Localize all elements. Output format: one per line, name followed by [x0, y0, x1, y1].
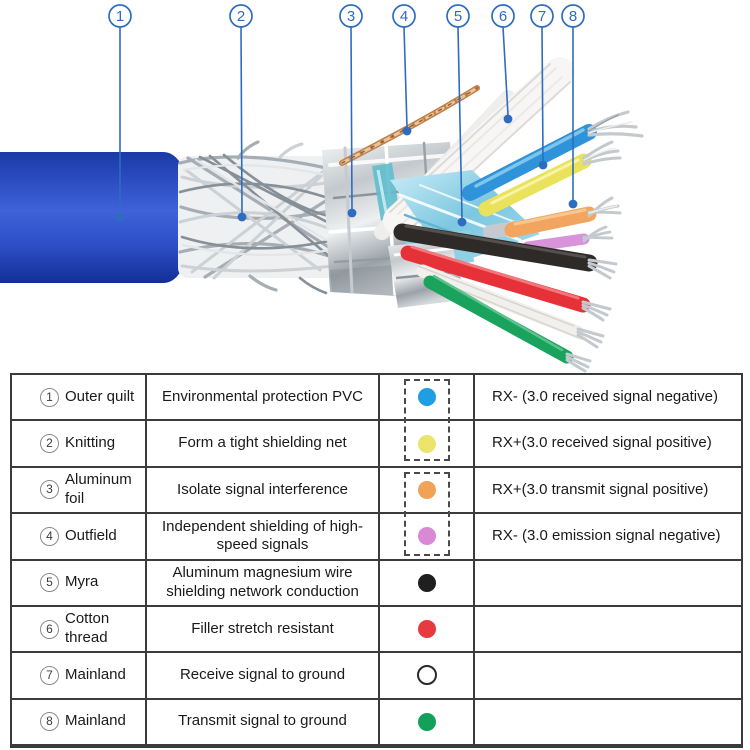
svg-text:5: 5	[453, 8, 463, 25]
wire-green-tip	[567, 354, 590, 371]
wire-color-dot	[417, 712, 437, 732]
signal-label: RX- (3.0 emission signal negative)	[492, 526, 721, 544]
cable-cutaway-illustration	[0, 0, 750, 373]
wire-color-dot	[417, 480, 437, 500]
wire-color-dot	[417, 387, 437, 407]
svg-text:4: 4	[399, 8, 409, 25]
wire-color-dot	[417, 526, 437, 546]
part-label: Mainland	[65, 712, 126, 730]
svg-text:3: 3	[346, 8, 356, 25]
part-description: Transmit signal to ground	[147, 700, 380, 744]
table-row	[12, 607, 741, 653]
signal-label: RX- (3.0 received signal negative)	[492, 387, 718, 405]
signal-label: RX+(3.0 received signal positive)	[492, 434, 712, 452]
part-label: Knitting	[65, 434, 116, 452]
part-description: Filler stretch resistant	[147, 607, 380, 651]
svg-text:1: 1	[115, 8, 125, 25]
part-description: Environmental protection PVC	[147, 375, 380, 419]
leader-line-3	[351, 27, 352, 209]
wire-color-dot	[417, 573, 437, 593]
row-number-badge: 8	[40, 712, 59, 731]
svg-text:2: 2	[236, 8, 246, 25]
part-label: Aluminum foil	[65, 471, 132, 507]
part-label: Outfield	[65, 526, 117, 544]
table-row	[12, 468, 741, 514]
wire-pink-tip	[584, 227, 612, 241]
cable-jacket	[0, 152, 191, 283]
signal-label	[475, 607, 741, 651]
part-description: Receive signal to ground	[147, 653, 380, 697]
table-row	[12, 653, 741, 699]
leader-line-4	[404, 27, 407, 127]
part-description: Form a tight shielding net	[147, 421, 380, 465]
table-row	[12, 421, 741, 467]
wire-color-dot	[417, 619, 437, 639]
row-number-badge: 4	[40, 527, 59, 546]
signal-label	[475, 653, 741, 697]
part-description: Independent shielding of high-speed signals	[147, 514, 380, 558]
wire-color-dot	[417, 665, 437, 685]
row-number-badge: 2	[40, 434, 59, 453]
part-label: Myra	[65, 573, 99, 591]
signal-label	[475, 561, 741, 605]
row-number-badge: 1	[40, 388, 59, 407]
signal-label	[475, 700, 741, 744]
part-description: Isolate signal interference	[147, 468, 380, 512]
row-number-badge: 6	[40, 620, 59, 639]
svg-text:7: 7	[537, 8, 547, 25]
svg-text:8: 8	[568, 8, 578, 25]
part-label: Mainland	[65, 666, 126, 684]
row-number-badge: 5	[40, 573, 59, 592]
svg-text:6: 6	[498, 8, 508, 25]
table-row	[12, 375, 741, 421]
signal-label: RX+(3.0 transmit signal positive)	[492, 480, 709, 498]
part-label: Cotton thread	[65, 610, 110, 647]
part-label: Outer quilt	[65, 387, 135, 405]
leader-line-2	[241, 27, 242, 213]
row-number-badge: 7	[40, 666, 59, 685]
wire-color-dot	[417, 434, 437, 454]
spec-table	[10, 373, 743, 748]
table-row	[12, 700, 741, 746]
wire-orange-tip	[589, 198, 620, 216]
row-number-badge: 3	[40, 480, 59, 499]
leader-line-7	[542, 27, 543, 161]
table-row	[12, 514, 741, 560]
part-description: Aluminum magnesium wire shielding network conduction	[147, 561, 380, 605]
table-row	[12, 561, 741, 607]
